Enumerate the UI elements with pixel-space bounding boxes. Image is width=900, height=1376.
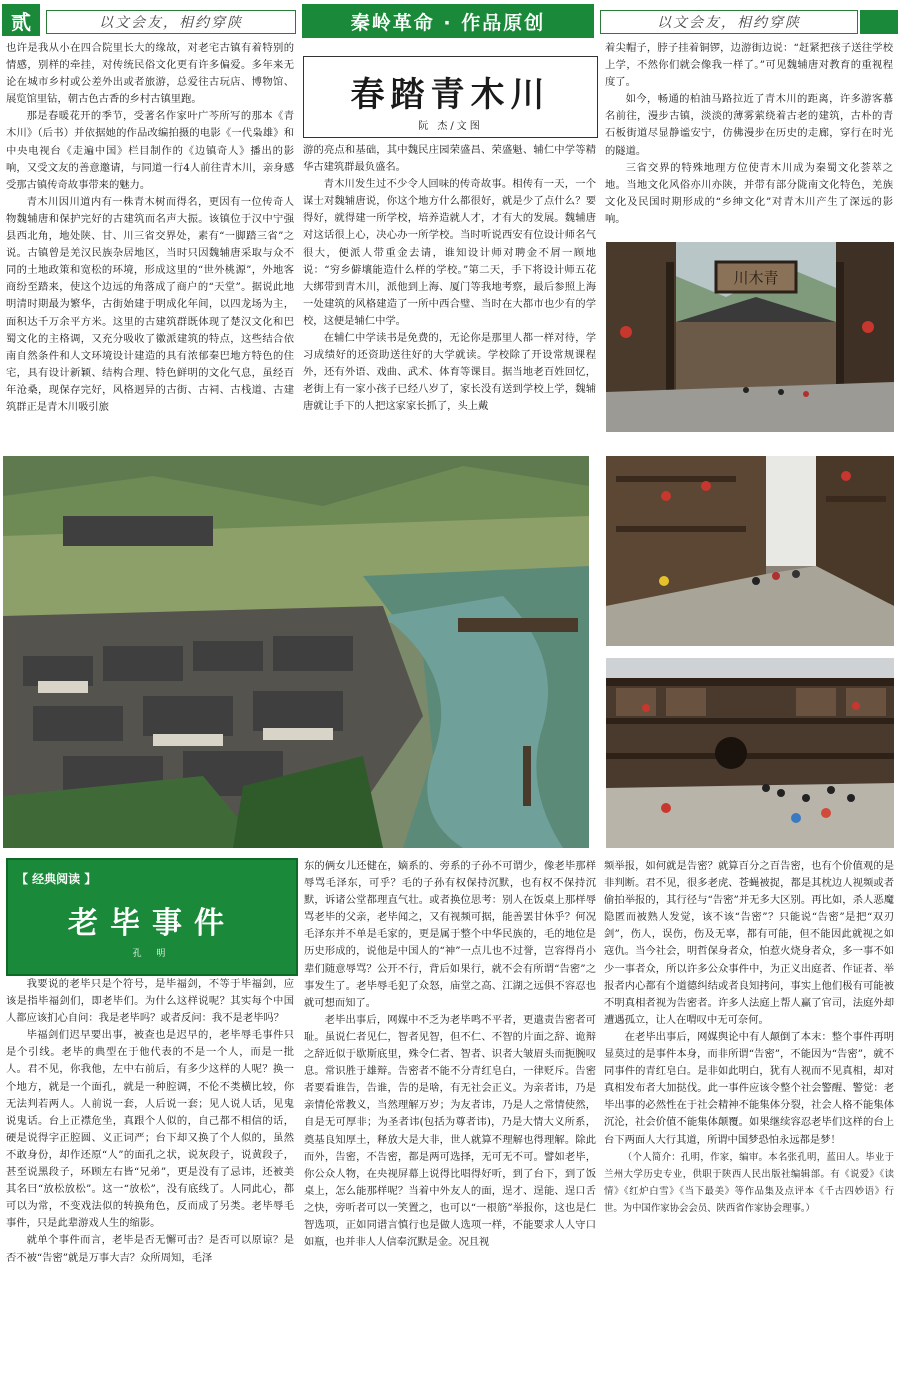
- article1-col3: [605, 40, 893, 240]
- article2-col1: [6, 976, 294, 1372]
- paragraph: 在老毕出事后，网媒舆论中有人颠倒了本末：整个事件再明显莫过的是事件本身，而非所谓“告密”，不能因为“告密”，就不同事件的青红皂白。是非如此明白，犹有人视而不见真相，却对真相发布者大加挞伐。此一事件应该令整个社会警醒、警觉：老毕出事的必然性在于社会精神不能集体分裂，社会人格不能集体沉沦，社会价值不能集体颠覆。如果继续容忍老毕们这样的台上台下两面人大行其道，所谓中国梦恐怕永远都是梦！: [604, 1030, 894, 1146]
- paragraph: 毕福剑们迟早要出事，被查也是迟早的，老毕辱毛事件只是个引线。老毕的典型在于他代表的不是一个人，而是一批人。君不见，你我他，左中右前后，有多少这样的人呢？换一个地方，就是一个面孔，就是一种腔调，不伦不类横比较，你无法判若两人。人前说一套，人后说一套；见人说人话，见鬼说鬼话。台上正襟危坐，真跟个人似的，自己都不相信的话，硬是说得字正腔圆、义正词严；台下却又换了个人似的，虽然不敢身份，却作还原“人”的面孔之状，说灰段子，说黄段子，甚至说黑段子，环顾左右皆“兄弟”，更是没有了忌讳，还被美其名曰“放松放松”。这一“放松”，没有底线了。人同此心，都可以为常，不变戏法似的转换角色，反而成了另类。老毕辱毛事件，只是此辈游戏人生的缩影。: [6, 1029, 294, 1230]
- motto-left: 以文会友，相约穿陕: [46, 10, 296, 34]
- paragraph: 青木川发生过不少令人回味的传奇故事。相传有一天，一个谋士对魏辅唐说，你这个地方什么都很好，就是少了点什么？要得好，就得建一所学校，培养造就人才，才有大的发展。魏辅唐对这话很上心，决心办一所学校。当时听说西安有位设计师名气很大，便派人带重金去请，谁知设计师对聘金不屑一顾地说：“穷乡僻壤能造什么样的学校。”第二天，手下将设计师五花大绑带到青木川，派他到上海、厦门等我地考察，最后参照上海一处建筑的风格建造了一所中西合璧、当时在大都市也少有的学校，这便是辅仁中学。: [303, 178, 596, 327]
- photo-old-street: [606, 456, 894, 646]
- author-bio: （个人简介：孔明，作家，编审。本名张孔明，蓝田人。毕业于兰州大学历史专业，供职于陕西人民出版社编辑部。有《说爱》《读情》《红炉白雪》《当下最美》等作品集及点评本《千古四妙语》行世。为中国作家协会会员、陕西省作家协会理事。）: [604, 1151, 894, 1214]
- article2-title: 老毕事件: [68, 906, 236, 941]
- page-header: [0, 0, 900, 38]
- paragraph: 游的亮点和基础，其中魏民庄园荣盛昌、荣盛魁、辅仁中学等精华古建筑群最负盛名。: [303, 144, 596, 174]
- classic-reading-tag: 【 经典阅读 】: [16, 872, 97, 886]
- paragraph: 如今，畅通的柏油马路拉近了青木川的距离，许多游客慕名前往，漫步古镇，淡淡的薄雾萦绕着古老的建筑，古朴的青石板街道尽显静谧安宁，仿佛漫步在历史的走廊，穿行在时光的隧道。: [605, 93, 893, 157]
- photo-courtyard: [606, 658, 894, 848]
- photo-street-gate: [606, 242, 894, 432]
- page-number: 贰: [2, 4, 40, 36]
- paragraph: 就单个事件而言，老毕是否无懈可击？是否可以原谅？是否不被“告密”就是万事大吉？众所周知，毛泽: [6, 1234, 294, 1264]
- photo-town-panorama: [3, 456, 589, 848]
- article1-title-box: [303, 56, 598, 138]
- section-title: 秦岭革命 · 作品原创: [302, 4, 594, 38]
- paragraph: 着尖帽子，脖子挂着铜锣，边游街边说：“赶紧把孩子送往学校上学，不然你们就会像我一样了。”可见魏辅唐对教育的重视程度了。: [605, 42, 893, 89]
- header-right-bar: [860, 10, 898, 34]
- article1-byline: 阮 杰/文图: [418, 121, 483, 132]
- motto-right: 以文会友，相约穿陕: [600, 10, 858, 34]
- article2-author: 孔 明: [132, 949, 172, 959]
- paragraph: 老毕出事后，网媒中不乏为老毕鸣不平者，更遣责告密者可耻。虽说仁者见仁，智者见智，但不仁、不智的片面之辞、诡辩之辞近似于歇斯底里，殊令仁者、智者、识者大皱眉头而扼腕叹息。常识胜于雄辩。告密者不能不分青红皂白，一律贬斥。告密者要看谁告，告谁，告的是啥，有无社会正义。为亲者讳，乃是亲情伦常教义，当然理解万岁；为友者讳，乃是人之常情使然，自是无可厚非；为圣者讳(包括为尊者讳)，乃是大情大义所系，奠基良知厚土，释放大是大非，世人就算不理解也得理解。除此而外，告密，不告密，都是两可选择，无可无不可。譬如老毕，你公众人物，在央视屏幕上说得比唱得好听，到了台下，到了饭桌上，怎么能那样呢？当着中外友人的面，逞才、逞能、逞口舌之快，旁听者可以一笑置之，也可以“一根筋”举报你，这也是仁智选项，正如同谱言慎行也是做人选项一样，不能要求人人守口如瓶，也并非人人信奉沉默是金。况且视: [304, 1013, 596, 1249]
- article2-col3: [604, 858, 894, 1372]
- paragraph: 频举报，如何就是告密？就算百分之百告密，也有个价值观的是非判断。君不见，很多老虎、苍蝇被捉，都是其枕边人视频或者偷拍举报的，其行径与“告密”并无多大区别。再比如，杀人恶魔隐匿而被熟人发觉，该不该“告密”？只能说“告密”是把“双刃剑”，伤人，误伤，伤及无辜，都有可能，但不能因此就视之如寇仇。当今社会，明哲保身者众，怕惹火烧身者众，多一事不如少一事者众，所以许多公众事件中，为正义出庭者、作证者、举报者内心都有个道德纠结或者良知拷问，事实上他们极有可能被不明真相者视为告密者。许多人法庭上帮人赢了官司，法庭外却遭遇孤立，让人在喟叹中无可奈何。: [604, 860, 894, 1026]
- gate-sign-text: 川木青: [733, 269, 779, 287]
- paragraph: 三省交界的特殊地理方位使青木川成为秦蜀文化荟萃之地。当地文化风俗亦川亦陕，并带有部分陇南文化特色，羌族文化及民国时期形成的“乡绅文化”对青木川产生了深远的影响。: [605, 161, 893, 225]
- article2-col2: [304, 858, 596, 1372]
- paragraph: 也许是我从小在四合院里长大的缘故，对老宅古镇有着特别的情感，别样的牵挂，对传统民俗文化更有许多偏爱。多年来无论在城市乡村或公差外出或者旅游，总爱往古玩店、博物馆、展览馆里钻，朝古色古香的乡村古镇里跑。: [6, 42, 294, 106]
- paragraph: 在辅仁中学读书是免费的，无论你是那里人都一样对待，学习成绩好的还资助送往好的大学就读。学校除了开设常规课程外，还有外语、戏曲、武术、体育等课目。据当地老百姓回忆，老街上有一家小孩子已经八岁了，家长没有送到学校上学，魏辅唐就让手下的人把这家家长抓了，头上戴: [303, 332, 596, 413]
- article1-col1: [6, 40, 294, 435]
- classic-reading-box: [6, 858, 298, 976]
- article1-col2: [303, 142, 596, 435]
- paragraph: 我要说的老毕只是个符号，是毕福剑，不等于毕福剑，应该是指毕福剑们，即老毕们。为什么这样说呢？其实每个中国人都应该扪心自问：我是老毕吗？或者反问：我不是老毕吗？: [6, 978, 294, 1025]
- article1-title: 春踏青木川: [350, 75, 551, 115]
- paragraph: 那是春暖花开的季节，受著名作家叶广芩所写的那本《青木川》（后书）并依据她的作品改编拍摄的电影《一代枭雄》和中央电视台《走遍中国》栏目制作的《边镇奇人》播出的影响，又受文友的善意邀请，与同道一行4人前往青木川，亲身感受那古镇传奇故事带来的魅力。: [6, 110, 294, 191]
- paragraph: 东的俩女儿还健在，嫡系的、旁系的子孙不可谓少，像老毕那样辱骂毛泽东，可乎？毛的子孙有权保持沉默，也有权不保持沉默，诉诸公堂都理直气壮。或者换位思考：别人在饭桌上那样辱骂老毕的父亲，老毕闻之，又有视频可据，能善罢甘休乎？何况毛泽东并不单是毛家的，更是属于整个中华民族的，毛的地位是历史形成的，说他是中国人的“神”一点儿也不过誉，岂容得肖小辈们随意辱骂？公开不行，背后如果行，就不会有所谓“告密”之事发生了。老毕辱毛犯了众怒，庙堂之高、江湖之远俱不容忍也就可想而知了。: [304, 860, 596, 1009]
- paragraph: 青木川因川道内有一株青木树而得名，更因有一位传奇人物魏辅唐和保护完好的古建筑而名声大振。该镇位于汉中宁强县西北角，地处陕、甘、川三省交界处，素有“一脚踏三省”之说。古镇曾是羌汉民族杂居地区，当时只因魏辅唐采取与众不同的土地政策和宽松的环境，形成这里的“世外桃源”，外地客商纷至踏来，使这个边远的角落成了商户的“天堂”。据说此地明清时期最为繁华，古街始建于明成化年间，以四龙场为主，面积达千万余平方米。这里的古建筑群既体现了楚汉文化和巴蜀文化的主格调，又充分吸收了徽派建筑的特点，这些结合依南自然条件和人文环境设计建造的具有浓郁秦巴地方特色的住宅，具有设计新颖、结构合理、特色鲜明的文化气息，虽经百年沧桑，现保存完好，风格迥异的古街、古祠、古栈道、古建筑群正是青木川吸引旅: [6, 195, 294, 413]
